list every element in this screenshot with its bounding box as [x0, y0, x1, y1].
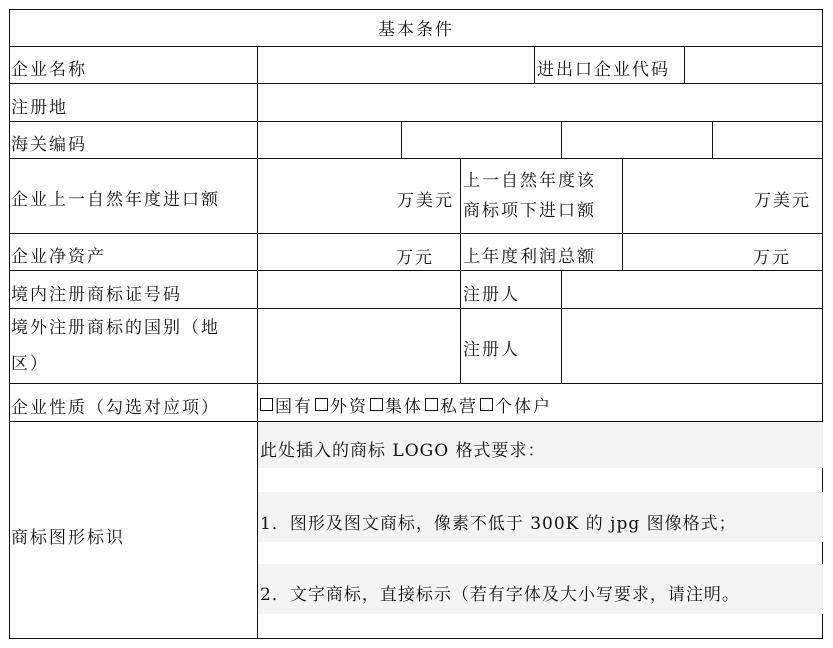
ie-code-field[interactable]: [685, 47, 823, 83]
net-assets-label: 企业净资产: [11, 247, 106, 267]
logo-label: 商标图形标识: [11, 527, 125, 548]
foreign-registrant-field[interactable]: [562, 309, 823, 383]
profit-unit[interactable]: 万元: [753, 247, 791, 268]
company-name-field[interactable]: [258, 47, 534, 83]
trademark-import-label: [461, 159, 622, 233]
domestic-tm-label: 境内注册商标证号码: [11, 284, 182, 305]
last-year-import-unit[interactable]: 万美元: [397, 190, 454, 211]
checkbox-individual[interactable]: [480, 398, 493, 411]
net-assets-unit[interactable]: 万元: [396, 247, 434, 268]
profit-label: 上年度利润总额: [463, 247, 596, 267]
registered-place-field[interactable]: [258, 84, 823, 121]
domestic-registrant-label: 注册人: [463, 284, 520, 305]
option-state-owned: 国有: [275, 397, 313, 417]
company-name-label: 企业名称: [11, 60, 87, 80]
customs-code-field-2[interactable]: [402, 122, 561, 158]
checkbox-foreign[interactable]: [315, 398, 328, 411]
logo-requirement-1: 1．图形及图文商标，像素不低于 300K 的 jpg 图像格式；: [260, 514, 737, 534]
last-year-import-label: 企业上一自然年度进口额: [11, 190, 220, 210]
logo-requirement-heading: 此处插入的商标 LOGO 格式要求：: [260, 441, 546, 461]
customs-code-field-1[interactable]: [258, 122, 401, 158]
logo-requirement-2: 2．文字商标，直接标示（若有字体及大小写要求，请注明。: [260, 585, 740, 605]
conditions-form-table: [9, 9, 823, 639]
customs-code-field-4[interactable]: [713, 122, 823, 158]
option-private: 私营: [440, 397, 478, 417]
checkbox-state-owned[interactable]: [260, 398, 273, 411]
customs-code-field-3[interactable]: [562, 122, 712, 158]
foreign-tm-label-line2: 区）: [11, 353, 49, 374]
trademark-import-unit[interactable]: 万美元: [754, 190, 811, 211]
option-foreign: 外资: [330, 397, 368, 417]
foreign-tm-field[interactable]: [258, 309, 460, 383]
checkbox-collective[interactable]: [370, 398, 383, 411]
customs-code-label: 海关编码: [11, 135, 87, 155]
trademark-import-label-line2: 商标项下进口额: [463, 201, 596, 221]
foreign-tm-label: [9, 308, 257, 383]
table-title: 基本条件: [378, 20, 454, 40]
nature-options: [258, 384, 823, 421]
domestic-tm-field[interactable]: [258, 271, 460, 308]
registered-place-label: 注册地: [11, 97, 68, 118]
option-individual: 个体户: [495, 397, 552, 417]
trademark-import-label-line1: 上一自然年度该: [463, 171, 596, 191]
ie-code-label: 进出口企业代码: [537, 60, 670, 80]
logo-insert-area[interactable]: [258, 422, 823, 639]
nature-label: 企业性质（勾选对应项）: [11, 397, 220, 418]
foreign-registrant-label: 注册人: [463, 340, 520, 360]
domestic-registrant-field[interactable]: [562, 271, 823, 308]
option-collective: 集体: [385, 397, 423, 417]
checkbox-private[interactable]: [425, 398, 438, 411]
foreign-tm-label-line1: 境外注册商标的国别（地: [11, 317, 220, 338]
